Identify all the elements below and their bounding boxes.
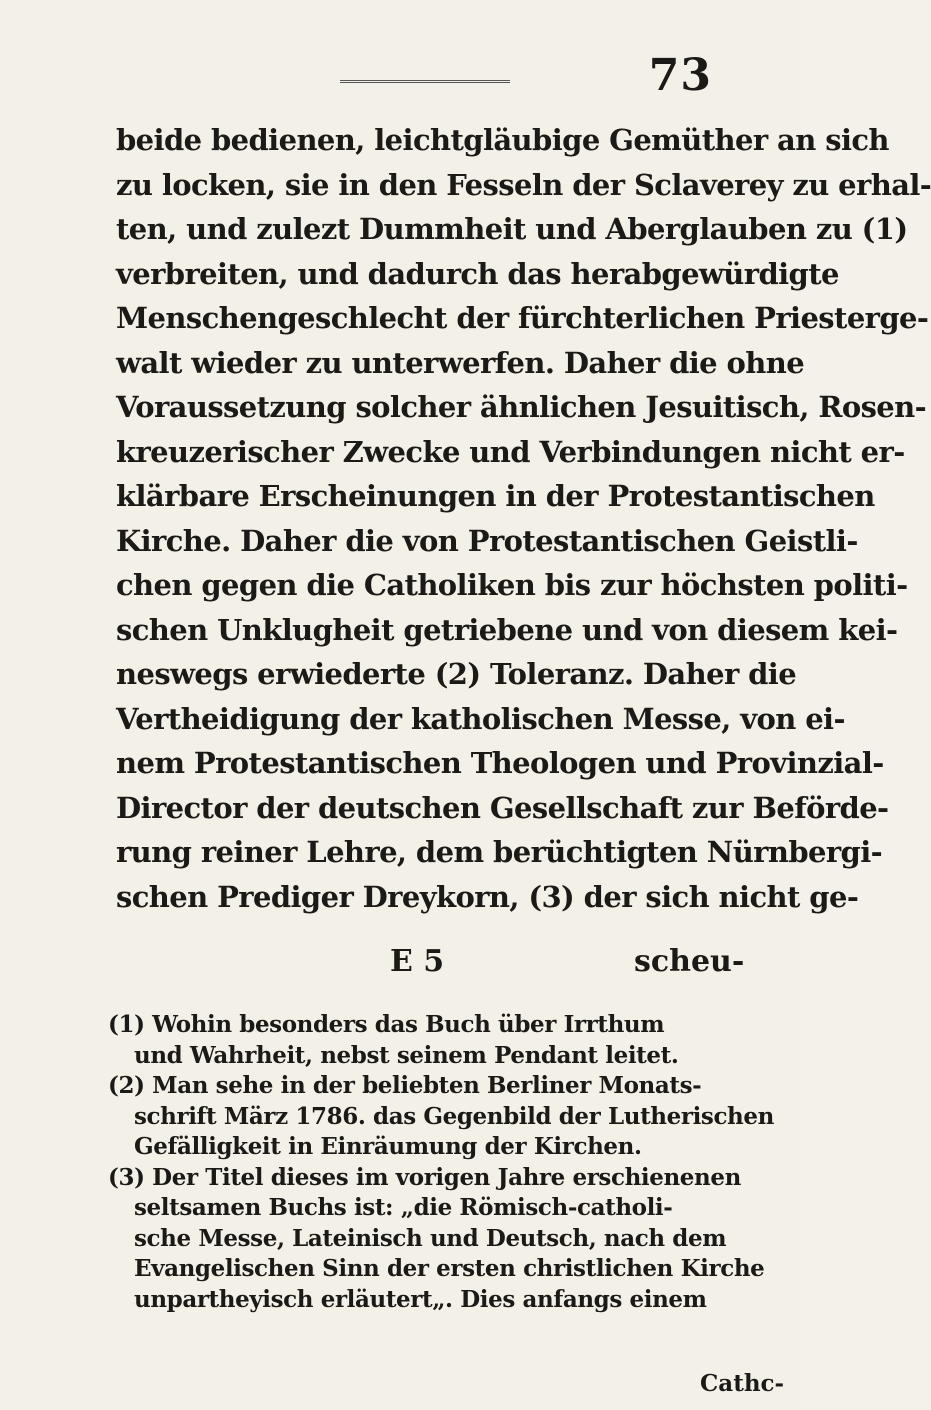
footnote-line: unpartheyisch erläutert„. Dies anfangs einem [134,1285,707,1313]
main-text [116,118,931,919]
text-line: Director der deutschen Gesellschaft zur Beförde- [116,790,889,825]
catchword: scheu- [634,944,745,979]
text-line: nem Protestantischen Theologen und Provinzial- [116,746,884,780]
footnote-line: Gefälligkeit in Einräumung der Kirchen. [134,1133,642,1160]
footnote-line: sche Messe, Lateinisch und Deutsch, nach dem [134,1224,727,1252]
footnote-line: schrift März 1786. das Gegenbild der Lutherischen [134,1102,774,1130]
page-number: 73 [648,50,712,101]
text-line: neswegs erwiederte (2) Toleranz. Daher die [116,657,797,691]
text-line: beide bedienen, leichtgläubige Gemüther an sich [116,123,889,157]
text-line: zu locken, sie in den Fesseln der Sclaverey zu erhal- [116,167,931,202]
footnote-line: Evangelischen Sinn der ersten christlichen Kirche [134,1255,765,1282]
signature-mark: E 5 [390,944,445,979]
text-line: walt wieder zu unterwerfen. Daher die ohne [116,345,805,380]
text-line: verbreiten, und dadurch das herabgewürdigte [116,256,839,291]
footnote-line: (3) Der Titel dieses im vorigen Jahre erschienenen [108,1163,741,1191]
text-line: schen Unklugheit getriebene und von diesem kei- [116,612,898,647]
text-line: Voraussetzung solcher ähnlichen Jesuitisch, Rosen- [116,390,927,424]
text-line: rung reiner Lehre, dem berüchtigten Nürnbergi- [116,835,883,869]
footnote-line: (1) Wohin besonders das Buch über Irrthum [108,1011,665,1038]
header-rule [340,80,510,83]
footnote-line: seltsamen Buchs ist: „die Römisch-catholi- [134,1194,673,1221]
text-line: chen gegen die Catholiken bis zur höchsten politi- [116,568,908,602]
footnote-line: und Wahrheit, nebst seinem Pendant leitet. [134,1041,679,1069]
text-line: Vertheidigung der katholischen Messe, von ei- [116,701,845,736]
text-line: Kirche. Daher die von Protestantischen Geistli- [116,523,858,558]
footnote-catchword: Cathc- [700,1370,785,1397]
footnotes [108,1010,798,1315]
text-line: schen Prediger Dreykorn, (3) der sich nicht ge- [116,879,859,914]
text-line: Menschengeschlecht der fürchterlichen Priesterge- [116,301,929,335]
text-line: kreuzerischer Zwecke und Verbindungen nicht er- [116,434,905,469]
footnote-line: (2) Man sehe in der beliebten Berliner Monats- [108,1072,702,1099]
text-line: klärbare Erscheinungen in der Protestantischen [116,479,875,513]
text-line: ten, und zulezt Dummheit und Aberglauben zu (1) [116,212,908,246]
